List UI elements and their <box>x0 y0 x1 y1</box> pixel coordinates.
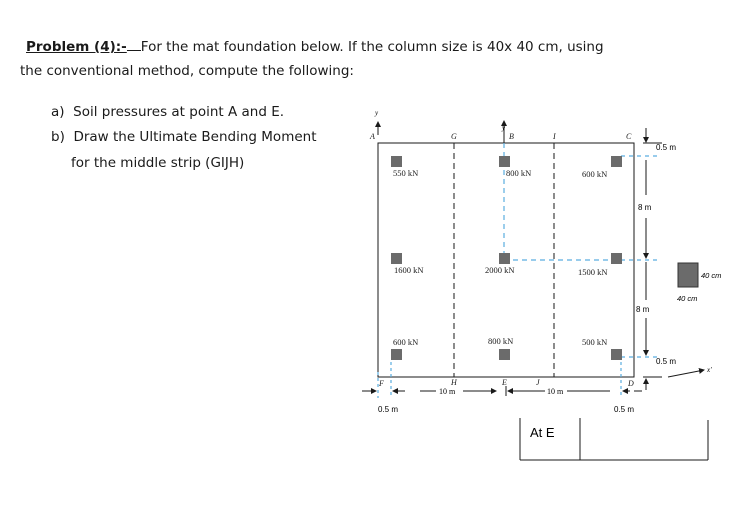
problem-statement-line1: For the mat foundation below. If the column size is 40x 40 cm, using <box>140 39 604 55</box>
columns <box>391 156 622 360</box>
column-detail-square <box>678 263 698 287</box>
column-mid-left <box>391 253 402 264</box>
dim-bay-right: 10 m <box>547 387 564 396</box>
load-mid-mid: 2000 kN <box>485 265 515 275</box>
column-bot-mid <box>499 349 510 360</box>
load-bot-left: 600 kN <box>393 337 419 347</box>
question-b-continued: for the middle strip (GIJH) <box>71 155 245 171</box>
question-marker: b) <box>51 129 65 145</box>
y-axis-center-label: y <box>502 124 506 132</box>
point-E: E <box>502 378 507 387</box>
point-C: C <box>626 132 632 141</box>
column-bot-left <box>391 349 402 360</box>
load-mid-left: 1600 kN <box>394 265 424 275</box>
dim-edge-top: 0.5 m <box>656 143 677 152</box>
point-F: F <box>379 379 384 388</box>
column-detail-depth: 40 cm <box>677 294 698 303</box>
point-G: G <box>451 132 457 141</box>
column-mid-right <box>611 253 622 264</box>
point-H: H <box>451 378 457 387</box>
question-text: Draw the Ultimate Bending Moment <box>73 129 317 145</box>
question-text: Soil pressures at point A and E. <box>73 104 285 120</box>
load-top-right: 600 kN <box>582 169 608 179</box>
question-marker: a) <box>51 104 65 120</box>
point-D: D <box>628 379 634 388</box>
dim-edge-right: 0.5 m <box>614 405 635 414</box>
answer-label: At E <box>530 425 555 440</box>
column-bot-right <box>611 349 622 360</box>
problem-statement-line2: the conventional method, compute the following: <box>20 63 354 79</box>
point-B: B <box>509 132 514 141</box>
point-A: A <box>370 132 375 141</box>
load-top-mid: 800 kN <box>506 168 532 178</box>
x-axis-right-arrow <box>668 370 704 377</box>
point-I: I <box>553 132 556 141</box>
load-mid-right: 1500 kN <box>578 267 608 277</box>
column-top-mid <box>499 156 510 167</box>
dim-span-lower: 8 m <box>636 305 650 314</box>
load-bot-right: 500 kN <box>582 337 608 347</box>
problem-label: Problem (4):- <box>26 39 127 55</box>
load-top-left: 550 kN <box>393 168 419 178</box>
column-top-right <box>611 156 622 167</box>
column-top-left <box>391 156 402 167</box>
dim-span-upper: 8 m <box>638 203 652 212</box>
column-mid-mid <box>499 253 510 264</box>
dim-edge-left: 0.5 m <box>378 405 399 414</box>
column-detail-width: 40 cm <box>701 271 722 280</box>
y-axis-left-label: y <box>375 109 379 117</box>
x-axis-right-label: x′ <box>707 366 712 374</box>
load-bot-mid: 800 kN <box>488 336 514 346</box>
dim-bay-left: 10 m <box>439 387 456 396</box>
point-J: J <box>536 378 540 387</box>
dim-edge-bottom: 0.5 m <box>656 357 677 366</box>
